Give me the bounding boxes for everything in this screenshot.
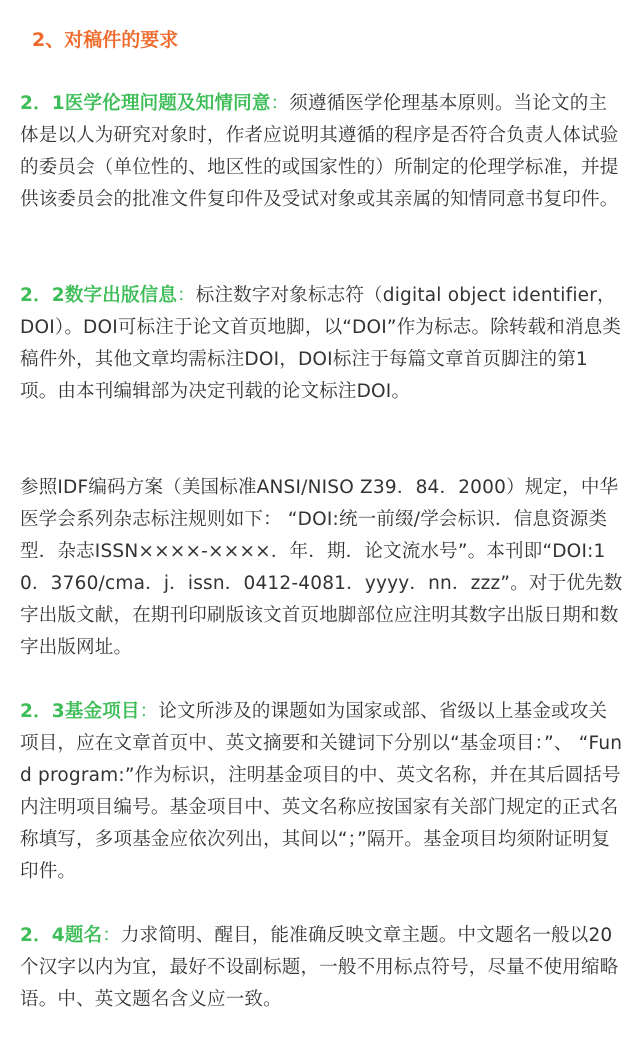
label-separator: ： bbox=[177, 285, 196, 306]
paragraph-label-digital: 2．2数字出版信息 bbox=[20, 285, 178, 306]
paragraph-body-digital: 标注数字对象标志符（digital object identifier，DOI）。DOI可标注于论文首页地脚，以“DOI”作为标志。除转载和消息类稿件外，其他文章均需标注DOI，DOI标注于每篇文章首页脚注的第1项。由本刊编辑部为决定刊载的论文标注DOI。 bbox=[20, 285, 622, 402]
label-separator: ： bbox=[270, 93, 290, 114]
paragraph-label-title: 2．4题名 bbox=[20, 925, 103, 946]
paragraph-title-rules bbox=[20, 920, 624, 1016]
paragraph-body-doi-rules: 参照IDF编码方案（美国标准ANSI/NISO Z39．84．2000）规定，中华医学会系列杂志标注规则如下： “DOI:统一前缀/学会标识．信息资源类型．杂志ISSN××××-××××．年．期．论文流水号”。本刊即“DOI:10．3760/cma．j．issn．0412-4081．yyyy．nn．zzz”。对于优先数字出版文献，在期刊印刷版该文首页地脚部位应注明其数字出版日期和数字出版网址。 bbox=[20, 477, 623, 658]
label-separator: ： bbox=[102, 925, 121, 946]
paragraph-body-title: 力求简明、醒目，能准确反映文章主题。中文题名一般以20个汉字以内为宜，最好不设副标题，一般不用标点符号，尽量不使用缩略语。中、英文题名含义应一致。 bbox=[20, 925, 619, 1010]
paragraph-label-fund: 2．3基金项目 bbox=[20, 701, 140, 722]
paragraph-label-ethics: 2．1医学伦理问题及知情同意 bbox=[20, 93, 271, 114]
paragraph-fund-program bbox=[20, 696, 624, 888]
paragraph-digital-publishing bbox=[20, 280, 624, 408]
section-heading: 2、对稿件的要求 bbox=[32, 29, 179, 51]
label-separator: ： bbox=[139, 701, 159, 722]
paragraph-ethics-consent bbox=[20, 88, 624, 216]
paragraph-body-fund: 论文所涉及的课题如为国家或部、省级以上基金或攻关项目，应在文章首页中、英文摘要和关键词下分别以“基金项目：”、 “Fund program:”作为标识，注明基金项目的中、英文名称，并在其后圆括号内注明项目编号。基金项目中、英文名称应按国家有关部门规定的正式名称填写，多项基金应依次列出，其间以“；”隔开。基金项目均须附证明复印件。 bbox=[20, 701, 623, 882]
paragraph-doi-rules bbox=[20, 472, 624, 664]
paragraph-body-ethics: 须遵循医学伦理基本原则。当论文的主体是以人为研究对象时，作者应说明其遵循的程序是否符合负责人体试验的委员会（单位性的、地区性的或国家性的）所制定的伦理学标准，并提供该委员会的批准文件复印件及受试对象或其亲属的知情同意书复印件。 bbox=[20, 93, 619, 210]
